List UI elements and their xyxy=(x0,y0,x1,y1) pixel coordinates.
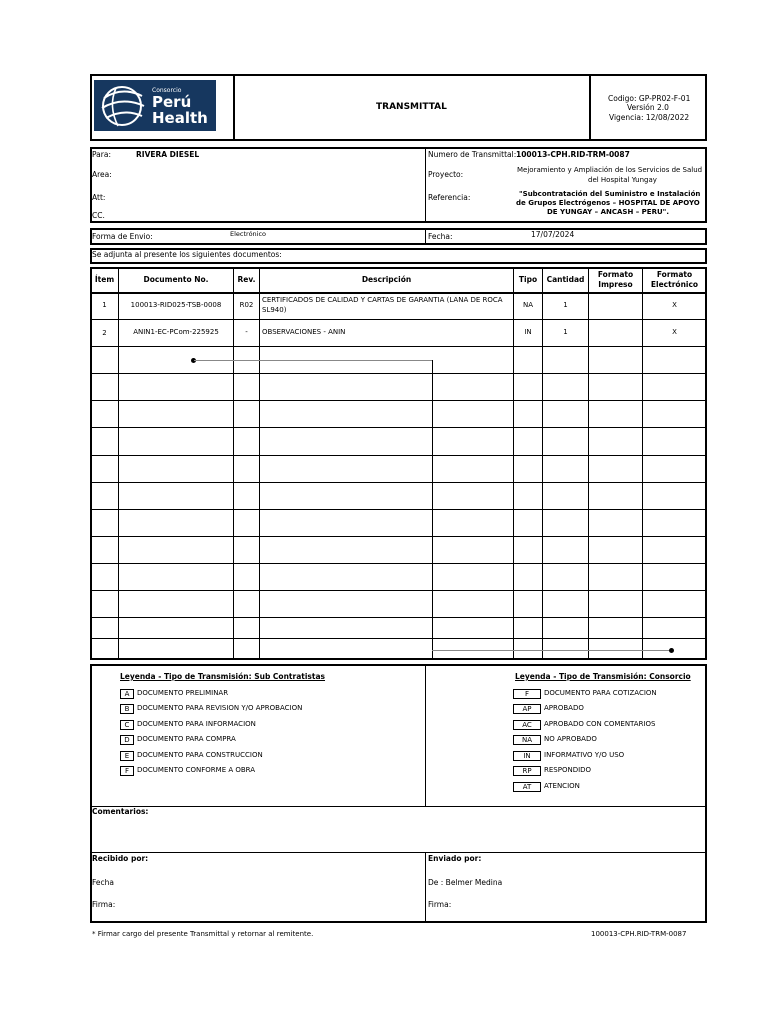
logo-small-text: Consorcio xyxy=(152,87,182,94)
row-electronico: X xyxy=(672,301,677,309)
legend-item-label: DOCUMENTO CONFORME A OBRA xyxy=(137,766,256,774)
forma-divider xyxy=(425,229,426,244)
row-divider xyxy=(91,373,706,374)
col-divider-doc xyxy=(233,268,234,659)
header-divider-left xyxy=(233,75,235,140)
forma-value: Electrónico xyxy=(230,230,267,238)
fecha-label: Fecha: xyxy=(428,232,453,241)
company-logo xyxy=(94,80,216,131)
para-value: RIVERA DIESEL xyxy=(136,150,200,159)
row-documento: ANIN1-EC-PCom-225925 xyxy=(133,328,219,336)
forma-frame xyxy=(90,228,707,245)
firma-right-label: Firma: xyxy=(428,900,452,909)
document-title: TRANSMITTAL xyxy=(376,102,447,112)
forma-label: Forma de Envio: xyxy=(92,232,153,241)
referencia-line2: de Grupos Electrógenos – HOSPITAL DE APOYO xyxy=(516,199,700,207)
referencia-label: Referencia: xyxy=(428,193,471,202)
legend-code: NA xyxy=(513,735,541,745)
th-impreso-2: Impreso xyxy=(598,280,633,289)
header-codigo: Codigo: GP-PR02-F-01 xyxy=(608,94,691,103)
footer-divider xyxy=(425,853,426,921)
th-electronico-1: Formato xyxy=(656,270,693,279)
proyecto-line2: del Hospital Yungay xyxy=(588,176,657,184)
row-divider xyxy=(91,319,706,320)
comments-label: Comentarios: xyxy=(92,807,149,816)
legend-code: F xyxy=(120,766,134,776)
row-cantidad: 1 xyxy=(563,328,568,336)
legend-item-label: DOCUMENTO PARA REVISION Y/O APROBACION xyxy=(137,704,303,712)
footer-doc-id: 100013-CPH.RID-TRM-0087 xyxy=(591,930,687,938)
row-rev: - xyxy=(245,328,248,336)
fecha-value: 17/07/2024 xyxy=(531,230,575,239)
col-divider-item xyxy=(118,268,119,659)
enviado-label: Enviado por: xyxy=(428,854,482,863)
th-impreso-1: Formato xyxy=(597,270,634,279)
col-divider-cant xyxy=(588,268,589,659)
th-descripcion: Descripción xyxy=(361,275,412,284)
th-tipo: Tipo xyxy=(518,275,538,284)
legend-item-label: DOCUMENTO PARA INFORMACION xyxy=(137,720,256,728)
legend-item-label: ATENCION xyxy=(544,782,580,790)
legend-bottom xyxy=(91,806,706,807)
legend-con-title: Leyenda - Tipo de Transmisión: Consorcio xyxy=(515,672,691,681)
proyecto-line1: Mejoramiento y Ampliación de los Servicios de Salud xyxy=(517,166,703,174)
area-label: Area: xyxy=(92,170,112,179)
row-tipo: NA xyxy=(522,301,534,309)
legend-code: AC xyxy=(513,720,541,730)
row-documento: 100013-RID025-TSB-0008 xyxy=(130,301,222,309)
row-rev: R02 xyxy=(239,301,254,309)
referencia-line3: DE YUNGAY – ANCASH – PERU". xyxy=(547,208,669,216)
row-desc-line2: SL940) xyxy=(262,306,287,314)
col-divider-tipo xyxy=(542,268,543,659)
col-divider-impreso xyxy=(642,268,643,659)
legend-item-label: DOCUMENTO PARA CONSTRUCCION xyxy=(137,751,263,759)
legend-item-label: APROBADO xyxy=(544,704,584,712)
info-divider xyxy=(425,148,426,222)
row-divider xyxy=(91,427,706,428)
legend-code: AT xyxy=(513,782,541,792)
legend-item-label: INFORMATIVO Y/O USO xyxy=(544,751,625,759)
connector-line-bottom xyxy=(432,650,671,651)
logo-line2: Health xyxy=(152,109,208,127)
legend-code: RP xyxy=(513,766,541,776)
footer-note: * Firmar cargo del presente Transmittal y retornar al remitente. xyxy=(92,930,314,938)
row-divider xyxy=(91,590,706,591)
row-desc-line1: OBSERVACIONES - ANIN xyxy=(262,328,346,336)
header-row-bottom xyxy=(91,292,706,294)
legend-frame xyxy=(90,664,707,923)
col-divider-rev xyxy=(259,268,260,659)
legend-code: E xyxy=(120,751,134,761)
legend-code: C xyxy=(120,720,134,730)
legend-code: F xyxy=(513,689,541,699)
numero-value: 100013-CPH.RID-TRM-0087 xyxy=(516,150,630,159)
logo-line1: Perú xyxy=(152,93,192,111)
legend-item-label: RESPONDIDO xyxy=(544,766,592,774)
cc-label: CC. xyxy=(92,211,105,220)
row-tipo: IN xyxy=(524,328,532,336)
row-divider xyxy=(91,617,706,618)
row-cantidad: 1 xyxy=(563,301,568,309)
connector-dot-end xyxy=(669,648,674,653)
row-electronico: X xyxy=(672,328,677,336)
legend-item-label: DOCUMENTO PRELIMINAR xyxy=(137,689,229,697)
numero-label: Numero de Transmittal: xyxy=(428,150,517,159)
th-documento: Documento No. xyxy=(143,275,209,284)
th-electronico-2: Electrónico xyxy=(650,280,699,289)
connector-line-top xyxy=(194,360,432,361)
row-divider xyxy=(91,346,706,347)
att-label: Att: xyxy=(92,193,106,202)
proyecto-label: Proyecto: xyxy=(428,170,464,179)
row-item: 2 xyxy=(102,329,107,337)
documents-table xyxy=(90,267,707,660)
legend-sub-title: Leyenda - Tipo de Transmisión: Sub Contratistas xyxy=(120,672,326,681)
legend-item-label: NO APROBADO xyxy=(544,735,597,743)
legend-item-label: DOCUMENTO PARA COTIZACION xyxy=(544,689,657,697)
th-rev: Rev. xyxy=(237,275,256,284)
row-divider xyxy=(91,563,706,564)
row-divider xyxy=(91,455,706,456)
legend-code: IN xyxy=(513,751,541,761)
header-version: Versión 2.0 xyxy=(627,103,669,112)
enviado-de: De : Belmer Medina xyxy=(428,878,503,887)
col-divider-desc xyxy=(513,268,514,659)
row-desc-line1: CERTIFICADOS DE CALIDAD Y CARTAS DE GARANTIA (LANA DE ROCA xyxy=(262,296,503,304)
fecha-footer-label: Fecha xyxy=(92,878,114,887)
para-label: Para: xyxy=(92,150,111,159)
legend-divider xyxy=(425,665,426,807)
row-divider xyxy=(91,400,706,401)
row-divider xyxy=(91,638,706,639)
legend-code: AP xyxy=(513,704,541,714)
recibido-label: Recibido por: xyxy=(92,854,149,863)
legend-item-label: DOCUMENTO PARA COMPRA xyxy=(137,735,236,743)
row-item: 1 xyxy=(102,301,107,309)
globe-icon xyxy=(98,82,148,130)
legend-code: B xyxy=(120,704,134,714)
legend-item-label: APROBADO CON COMENTARIOS xyxy=(544,720,656,728)
th-item: Ítem xyxy=(94,275,115,284)
th-cantidad: Cantidad xyxy=(546,275,585,284)
referencia-line1: "Subcontratación del Suministro e Instalación xyxy=(519,190,701,198)
header-vigencia: Vigencia: 12/08/2022 xyxy=(609,113,690,122)
firma-left-label: Firma: xyxy=(92,900,116,909)
comments-bottom xyxy=(91,852,706,853)
row-divider xyxy=(91,536,706,537)
row-divider xyxy=(91,509,706,510)
row-divider xyxy=(91,482,706,483)
adjunta-text: Se adjunta al presente los siguientes documentos: xyxy=(92,250,282,259)
legend-code: A xyxy=(120,689,134,699)
legend-code: D xyxy=(120,735,134,745)
header-divider-right xyxy=(589,75,591,140)
